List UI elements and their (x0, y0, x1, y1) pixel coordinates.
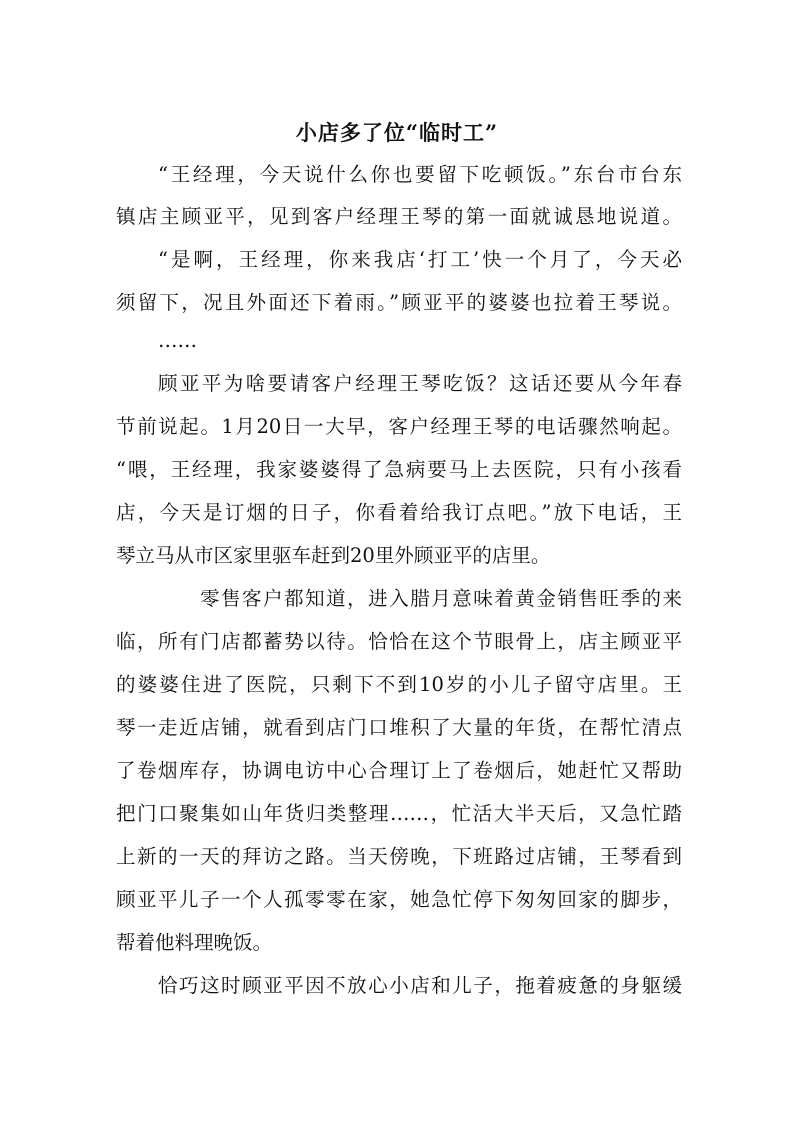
paragraph-line: 琴一走近店铺，就看到店门口堆积了大量的年货，在帮忙清点 (116, 716, 682, 739)
ellipsis-line: …… (158, 329, 197, 352)
paragraph-line: 零售客户都知道，进入腊月意味着黄金销售旺季的来 (200, 587, 682, 610)
paragraph-line: “是啊，王经理，你来我店‘打工’快一个月了，今天必 (158, 248, 682, 271)
paragraph-line: 琴立马从市区家里驱车赶到20里外顾亚平的店里。 (116, 544, 551, 567)
paragraph-line: 的婆婆住进了医院，只剩下不到10岁的小儿子留守店里。王 (116, 673, 682, 696)
paragraph-line: 镇店主顾亚平，见到客户经理王琴的第一面就诚恳地说道。 (116, 205, 682, 228)
article-title: 小店多了位“临时工” (295, 120, 499, 145)
paragraph-line: 了卷烟库存，协调电访中心合理订上了卷烟后，她赶忙又帮助 (116, 759, 682, 782)
paragraph-line: 顾亚平儿子一个人孤零零在家，她急忙停下匆匆回家的脚步， (116, 888, 682, 911)
paragraph-line: 须留下，况且外面还下着雨。”顾亚平的婆婆也拉着王琴说。 (116, 291, 682, 314)
paragraph-line: 节前说起。1月20日一大早，客户经理王琴的电话骤然响起。 (116, 415, 682, 438)
paragraph-line: 顾亚平为啥要请客户经理王琴吃饭？这话还要从今年春 (158, 372, 682, 395)
paragraph-line: 帮着他料理晚饭。 (116, 931, 273, 954)
paragraph-line: 把门口聚集如山年货归类整理……，忙活大半天后，又急忙踏 (116, 802, 682, 825)
paragraph-line: 上新的一天的拜访之路。当天傍晚，下班路过店铺，王琴看到 (116, 845, 682, 868)
paragraph-line: 临，所有门店都蓄势以待。恰恰在这个节眼骨上，店主顾亚平 (116, 630, 682, 653)
paragraph-line: 恰巧这时顾亚平因不放心小店和儿子，拖着疲惫的身躯缓 (158, 974, 682, 997)
paragraph-line: “王经理，今天说什么你也要留下吃顿饭。”东台市台东 (158, 163, 682, 186)
paragraph-line: “喂，王经理，我家婆婆得了急病要马上去医院，只有小孩看 (116, 458, 682, 481)
paragraph-line: 店，今天是订烟的日子，你看着给我订点吧。”放下电话，王 (116, 501, 682, 524)
